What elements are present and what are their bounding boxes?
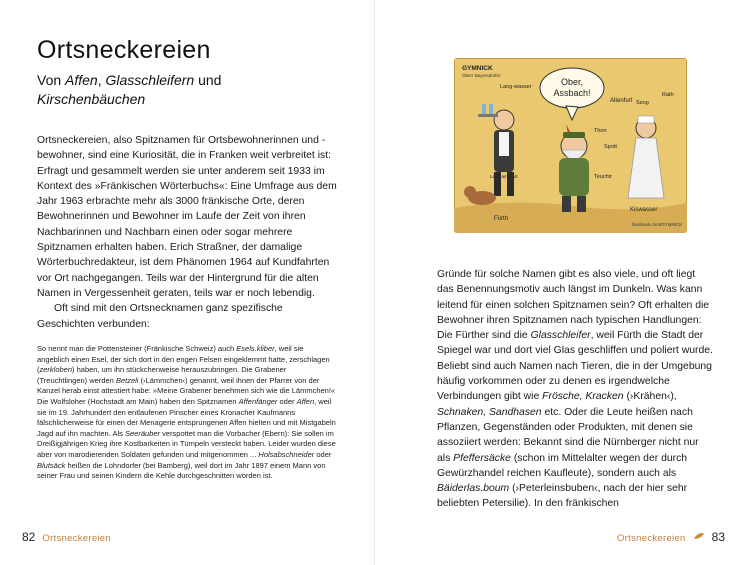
subtitle-text: Von	[37, 72, 66, 88]
cartoon-label-9: Seog	[636, 100, 649, 106]
text-run: (›Krähen‹),	[623, 391, 677, 403]
cartoon-label-5: Thon	[594, 128, 607, 134]
text-run: So nennt man die Pottensteiner (Fränkische Schweiz) auch	[37, 344, 237, 353]
cartoon-label-6: Spott	[604, 144, 617, 150]
examples-paragraph	[37, 344, 337, 482]
folio-left	[22, 530, 111, 544]
right-page	[375, 0, 750, 565]
nickname-run: Pfeffersäcke	[453, 452, 511, 464]
man-jacket	[559, 158, 589, 196]
body-paragraph: Ortsneckereien, also Spitznamen für Ortsbewohnerinnen und -bewohner, sind eine Kuriosität, die in Franken weit verbreitet ist: Erfragt und gesammelt werden sie unter anderem seit 1933 im Kontext des »Fränkischen Wörterbuchs«: Eine Umfrage aus dem Jahr 1963 erbrachte mehr als 3000 fränkische Orte, deren Bewohnerinnen und Bewohner im Laufe der Zeit von ihren Nachbarinnen und Nachbarn einen oder sogar mehrere Spitznamen erhalten haben. Erich Straßner, der damalige Wörterbuchredakteur, ist dem Phänomen 1964 auf Kundfahrten vor Ort nachgegangen. Teils war der Hintergrund für die alten Namen in Vergessenheit geraten, teils war er noch lebendig.	[37, 135, 337, 299]
text-run: verspottet man die Vorbacher (Ebern): Sie sollen im Dreißigjährigen Krieg ihre Kostbarkeiten in Tümpeln versteckt haben. Leider wurden diese aber von marodierenden Soldaten gefunden und mitgenommen ...	[37, 428, 336, 459]
subtitle-italic-kirschenbauchen: Kirschenbäuchen	[37, 91, 146, 107]
speech-line-2: Assbach!	[553, 88, 591, 98]
cartoon-label-11: Fürth	[494, 216, 509, 222]
body-paragraph: Oft sind mit den Ortsnecknamen ganz spezifische Geschichten verbunden:	[37, 303, 283, 330]
running-head: Ortsneckereien	[617, 533, 686, 544]
glass	[489, 104, 493, 114]
text-run: (›Lämmchen‹) genannt, weil ihnen der Pfarrer von der Kanzel herab einst attestiert habe: »Meine Grabener benehmen sich wie die Lämmchen!« Die Wolfsloher (Hochstadt am Main) haben den Spitznamen	[37, 375, 336, 406]
woman-cap	[638, 116, 654, 123]
nickname-run: Frösche, Kracken	[542, 391, 624, 403]
nickname-run: Seeräuber	[124, 428, 161, 438]
text-run: oder	[314, 449, 332, 459]
page-number: 82	[22, 530, 36, 544]
cartoon-label-0: GYMNICK	[462, 65, 493, 72]
man-leg	[577, 196, 586, 212]
man-leg	[562, 196, 571, 212]
cartoon-illustration	[454, 58, 687, 233]
page-subtitle	[37, 71, 337, 109]
text-run: , weil sie angeblich einen Esel, der sich dort in den engen Felsen eingeklemmt hatte, zerschlagen (	[37, 344, 330, 375]
cartoon-label-4: Altenfurt	[610, 98, 633, 104]
nickname-run: Bäiderlas.boum	[437, 483, 510, 495]
text-run: Gründe für solche Namen gibt es also viele, und oft liegt das Benennungsmotiv auch längst im Dunkeln. Was kann leitend für einen solchen Spitznamen sein? Oft erhalten die Bewohner ihren Spitznamen nach typischen Handlungen: Die Fürther sind die	[437, 269, 710, 342]
text-run: , weil Fürth die Stadt der Spiegel war und dort viel Glas geschliffen und poliert wurde. Beliebt sind auch Namen nach Tieren, die in der Umgebung häufig vorkommen oder zu denen es irgendwelche Verbindungen gibt wie	[437, 330, 713, 403]
nickname-run: Esels.kliber	[236, 344, 275, 353]
page-number: 83	[711, 530, 725, 544]
running-head: Ortsneckereien	[42, 533, 111, 544]
nickname-run: Affenfänger	[238, 396, 278, 406]
cartoon-label-12: Kiswasser	[630, 207, 658, 213]
nickname-run: Blutsäck	[37, 460, 66, 470]
tray	[478, 114, 498, 117]
subtitle-text: ,	[97, 72, 106, 88]
cartoon-drawing	[454, 58, 687, 233]
leaf-ornament-icon	[693, 531, 705, 541]
nickname-run: Glasschleifer	[530, 330, 591, 342]
cartoon-label-10: Laufr am Holz	[490, 174, 519, 179]
cartoon-label-8: Rath	[662, 92, 674, 98]
text-run: heißen die Lohndorfer (bei Bamberg), weil dort im Jahr 1897 einem Mann von seiner Frau und seinen Kindern die Kehle durchgeschnitten worden ist.	[37, 460, 326, 481]
nickname-run: Affen	[296, 396, 315, 406]
speech-line-1: Ober,	[560, 77, 584, 87]
cartoon-label-2: Lang-wasser	[500, 84, 532, 90]
subtitle-text: und	[194, 72, 222, 88]
glass	[482, 104, 486, 114]
text-run: (›Peterleinsbuben‹, nach der hier sehr beliebten Petersilie). In den fränkischen	[437, 483, 688, 510]
cartoon-credit: facebook.com/GYMNICK	[632, 222, 683, 227]
waiter-shirt	[499, 132, 509, 156]
nickname-run: Betzeli	[115, 375, 139, 385]
text-run: , weil sie im 19. Jahrhundert den entlaufenen Pinscher eines Kronacher Kaufmanns fälschlicherweise für einen der Menagerie entsprungenen Affen hielten und mit Mistgabeln Jagd auf ihn machten. Als	[37, 396, 336, 438]
dog-head	[464, 186, 476, 198]
man-hat	[563, 132, 585, 138]
text-run: oder	[277, 396, 297, 406]
cartoon-label-1: Oberr Bayersdorfer	[462, 73, 501, 78]
text-run: (schon im Mittelalter wegen der durch Gewürzhandel reichen Kaufleute), sondern auch als	[437, 452, 688, 479]
folio-right	[617, 530, 725, 544]
subtitle-italic-glasschleifern: Glasschleifern	[105, 72, 195, 88]
waiter-head	[494, 110, 514, 130]
nickname-run: Schnaken, Sandhasen	[437, 406, 542, 418]
page-title: Ortsneckereien	[37, 36, 211, 64]
intro-text	[37, 133, 337, 332]
cartoon-label-7: Teuchtr	[594, 174, 613, 180]
nickname-run: Holsabschneider	[258, 449, 315, 459]
right-body-text	[437, 267, 713, 512]
nickname-run: zerkloben	[39, 365, 73, 375]
text-run: ) haben, um ihn stückchenweise herauszubringen. Die Grabener (Treuchtlingen) werden	[37, 365, 287, 385]
text-run: etc. Oder die Leute heißen nach Pflanzen, Gegenständen oder Produkten, mit denen sie assoziiert werden: Bekannt sind die Nürnberger nicht nur als	[437, 406, 699, 464]
subtitle-italic-affen: Affen	[65, 72, 98, 88]
